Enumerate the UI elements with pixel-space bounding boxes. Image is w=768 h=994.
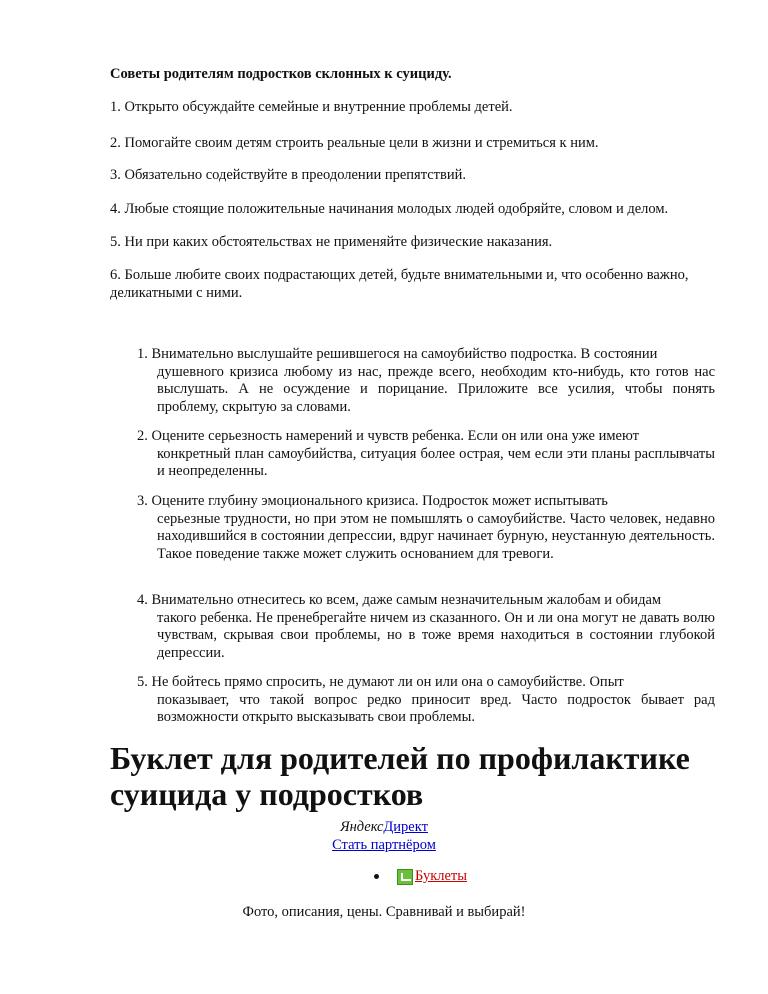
page-headline: Буклет для родителей по профилактике суицида у подростков	[110, 740, 690, 812]
tip-item: 6. Больше любите своих подрастающих детей, будьте внимательными и, что особенно важно, деликатными с ними.	[110, 267, 689, 301]
tip-item: 4. Любые стоящие положительные начинания молодых людей одобряйте, словом и делом.	[110, 201, 669, 217]
list-item	[137, 428, 715, 481]
ad-description: Фото, описания, цены. Сравнивай и выбирай!	[242, 904, 526, 920]
tips-title: Советы родителям подростков склонных к суициду.	[110, 66, 452, 82]
list-item	[137, 674, 715, 727]
advice-list	[137, 493, 715, 563]
list-item-continuation: показывает, что такой вопрос редко приносит вред. Часто подросток бывает рад возможности открыто высказывать свои проблемы.	[157, 691, 715, 725]
tip-item: 3. Обязательно содействуйте в преодолении препятствий.	[110, 167, 466, 183]
list-item-continuation: конкретный план самоубийства, ситуация более острая, чем если эти планы расплывчаты и неопределенны.	[157, 445, 715, 479]
advice-list	[137, 592, 715, 662]
become-partner-link[interactable]: Стать партнёром	[332, 837, 436, 853]
ad-list-item	[374, 868, 467, 885]
list-item	[137, 493, 715, 563]
yandex-label: Яндекс	[340, 819, 384, 835]
advice-list	[137, 428, 715, 481]
tip-item: 5. Ни при каких обстоятельствах не применяйте физические наказания.	[110, 234, 553, 250]
yandex-market-icon	[397, 869, 413, 885]
tip-item: 1. Открыто обсуждайте семейные и внутренние проблемы детей.	[110, 99, 513, 115]
list-item	[137, 592, 715, 662]
yandex-direct-line	[0, 818, 768, 836]
list-item-continuation: такого ребенка. Не пренебрегайте ничем из сказанного. Он и ли она могут не давать волю чувствам, скрывая свои проблемы, но в тоже время находиться в состоянии глубокой депрессии.	[157, 609, 715, 661]
list-item-first-line: 5. Не бойтесь прямо спросить, не думают ли он или она о самоубийстве. Опыт	[137, 674, 624, 690]
bullet-icon	[374, 874, 379, 879]
list-item-continuation: душевного кризиса любому из нас, прежде всего, необходим кто-нибудь, кто готов нас выслушать. А не осуждение и порицание. Приложите все усилия, чтобы понять проблему, скрытую за словами.	[157, 363, 715, 415]
list-item-first-line: 3. Оцените глубину эмоционального кризиса. Подросток может испытывать	[137, 493, 608, 509]
booklets-ad-link[interactable]: Буклеты	[415, 868, 468, 884]
advice-list	[137, 346, 715, 416]
advice-list	[137, 674, 715, 727]
direct-link[interactable]: Директ	[383, 819, 428, 835]
list-item-continuation: серьезные трудности, но при этом не помышлять о самоубийстве. Часто человек, недавно находившийся в состоянии депрессии, вдруг начинает бурную, неустанную деятельность. Такое поведение также может служить основанием для тревоги.	[157, 510, 715, 562]
list-item-first-line: 2. Оцените серьезность намерений и чувств ребенка. Если он или она уже имеют	[137, 428, 639, 444]
list-item	[137, 346, 715, 416]
yandex-direct-block	[0, 818, 768, 854]
tip-item: 2. Помогайте своим детям строить реальные цели в жизни и стремиться к ним.	[110, 135, 599, 151]
list-item-first-line: 4. Внимательно отнеситесь ко всем, даже самым незначительным жалобам и обидам	[137, 592, 662, 608]
list-item-first-line: 1. Внимательно выслушайте решившегося на самоубийство подростка. В состоянии	[137, 346, 658, 362]
